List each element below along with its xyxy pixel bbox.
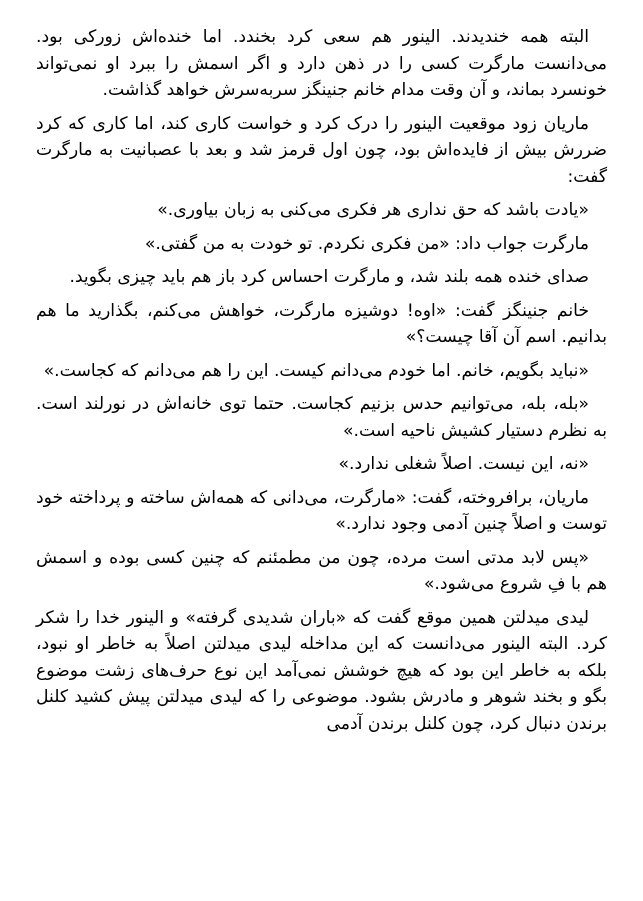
paragraph-11: «پس لابد مدتی است مرده، چون من مطمئنم که چنین کسی بوده و اسمش هم با فِ شروع می‌شود.» — [36, 547, 607, 594]
paragraph-10: ماریان، برافروخته، گفت: «مارگرت، می‌دانی که همه‌اش ساخته و پرداخته خود توست و اصلاً چنین آدمی وجود ندارد.» — [36, 487, 607, 534]
paragraph-9: «نه، این نیست. اصلاً شغلی ندارد.» — [338, 454, 589, 474]
paragraph-3: «یادت باشد که حق نداری هر فکری می‌کنی به زبان بیاوری.» — [157, 200, 589, 220]
paragraph-4: مارگرت جواب داد: «من فکری نکردم. تو خودت به من گفتی.» — [144, 233, 589, 254]
paragraph-6: خانم جنینگز گفت: «اوه! دوشیزه مارگرت، خواهش می‌کنم، بگذارید ما هم بدانیم. اسم آن آقا چیست؟» — [36, 300, 607, 347]
paragraph-2: ماریان زود موقعیت الینور را درک کرد و خواست کاری کند، اما کاری که کرد ضررش بیش از فایده‌اش بود، چون اول قرمز شد و بعد با عصبانیت به مارگرت گفت: — [36, 113, 607, 187]
paragraph-7: «نباید بگویم، خانم. اما خودم می‌دانم کیست. این را هم می‌دانم که کجاست.» — [43, 360, 589, 381]
paragraph-12: لیدی میدلتن همین موقع گفت که «باران شدیدی گرفته» و الینور خدا را شکر کرد. البته الینور می‌دانست که این مداخله لیدی میدلتن اصلاً به خاطر او نبود، بلکه به خاطر این بود که هیچ خوشش نمی‌آمد این نوع حرف‌های زشت موضوع بگو و بخند شوهر و مادرش بشود. موضوعی را که لیدی میدلتن پیش کشید کلنل برندن دنبال کرد، چون کلنل برندن آدمی — [36, 607, 607, 734]
paragraph-1: البته همه خندیدند. الینور هم سعی کرد بخندد. اما خنده‌اش زورکی بود. می‌دانست مارگرت کسی را در ذهن دارد و اگر اسمش را ببرد او نمی‌تواند خونسرد بماند، و آن وقت مدام خانم جنینگز سربه‌سرش خواهد گذاشت. — [36, 27, 607, 100]
paragraph-5: صدای خنده همه بلند شد، و مارگرت احساس کرد باز هم باید چیزی بگوید. — [69, 267, 589, 287]
paragraph-8: «بله، بله، می‌توانیم حدس بزنیم کجاست. حتما توی خانه‌اش در نورلند است. به نظرم دستیار کشیش ناحیه است.» — [36, 394, 607, 441]
document-page — [36, 24, 607, 744]
